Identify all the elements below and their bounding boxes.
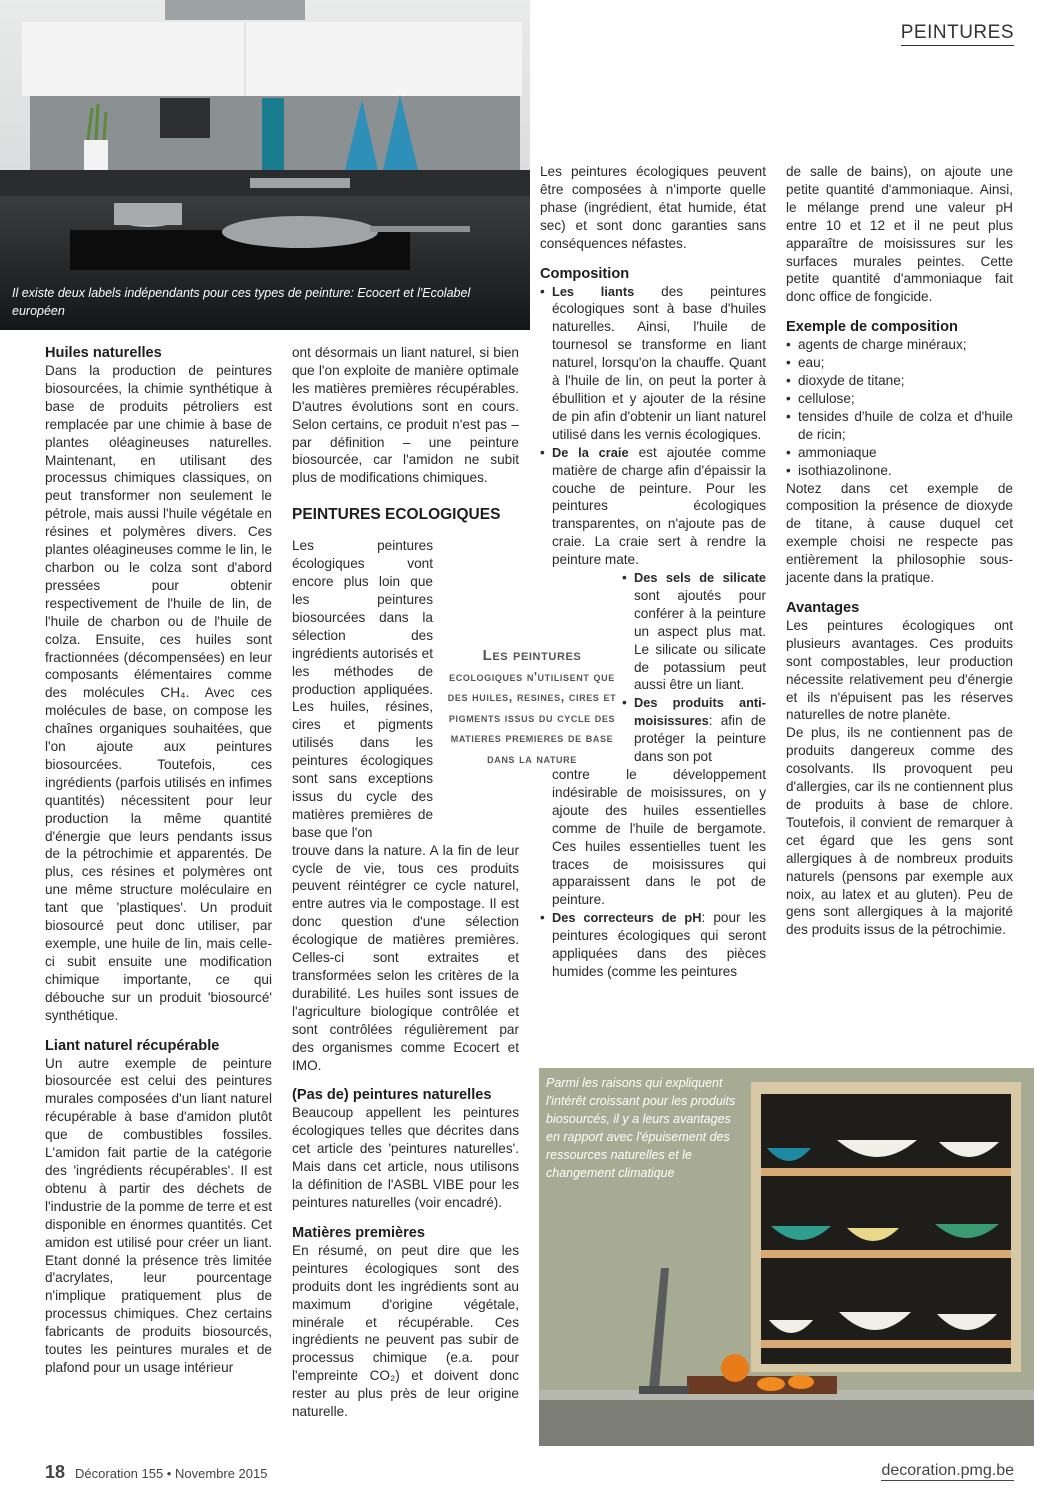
paragraph: ont désormais un liant naturel, si bien que l'on exploite de manière optimale les matières premières récupérables. D'autres évolutions sont en cours. Selon certains, ce produit n'est pas – par définition – une peinture biosourcée, car l'amidon ne subit plus de modifications chimiques.	[292, 345, 519, 486]
footer-left	[45, 1462, 267, 1483]
composition-list-continued	[540, 909, 766, 981]
list-item: • cellulose;	[786, 390, 1013, 408]
paragraph: Notez dans cet exemple de composition la présence de dioxyde de titane, à cause duquel cet exemple choisi ne respecte pas entièrement la philosophie sous-jacente dans la pratique.	[786, 480, 1013, 586]
composition-list	[540, 283, 766, 766]
ingredient-list	[786, 336, 1013, 479]
paragraph: Beaucoup appellent les peintures écologiques telles que décrites dans cet article des 'peintures naturelles'. Mais dans cet article, nous utilisons la définition de l'ASBL VIBE pour les peintures naturelles (voir encadré).	[292, 1105, 519, 1210]
list-item: • Des correcteurs de pH: pour les peintures écologiques qui seront appliquées dans des pièces humides (comme les peintures	[540, 909, 766, 981]
heading-avantages: Avantages	[786, 599, 860, 616]
kitchen-photo	[0, 0, 530, 330]
heading-exemple-de-composition: Exemple de composition	[786, 319, 958, 336]
pull-quote-text: ecologiques n'utilisent que des huiles, resines, cires et pigments issus du cycle des matieres premieres de base dans la nature	[447, 669, 617, 766]
page-number: 18	[45, 1462, 66, 1482]
list-item: • Des produits anti-moisissures: afin de protéger la peinture dans son pot	[622, 694, 766, 766]
heading-composition: Composition	[540, 265, 630, 282]
kitchen-photo-caption: Il existe deux labels indépendants pour ces types de peinture: Ecocert et l'Ecolabel européen	[12, 286, 471, 318]
paragraph: Les peintures écologiques vont encore plus loin que les peintures biosourcées dans la sélection des ingrédients autorisés et les méthodes de production appliquées. Les huiles, résines, cires et pigments utilisés dans les peintures écologiques sont sans exceptions issus du cycle des matières premières de base que l'on	[292, 538, 433, 840]
paragraph: de salle de bains), on ajoute une petite quantité d'ammoniaque. Ainsi, le mélange prend une valeur pH entre 10 et 12 et il ne peut plus apparaître de moisissures sur les surfaces murales peintes. Cette petite quantité d'ammoniaque fait donc office de fongicide.	[786, 164, 1013, 305]
paragraph: Un autre exemple de peinture biosourcée est celui des peintures murales composées d'un liant naturel récupérable à base d'amidon plutôt que de combustibles fossiles. L'amidon fait partie de la catégorie des 'ingrédients récupérables'. Il est obtenu à partir des déchets de l'industrie de la pomme de terre et est disponible en énormes quantités. Cet amidon est utilisé pour créer un liant. Etant donné la présence très limitée d'acrylates, leur pourcentage n'implique pratiquement plus de processus chimiques. Chez certains fabricants de produits biosourcés, toutes les peintures murales et de plafond pour un usage intérieur	[45, 1055, 273, 1375]
paragraph: En résumé, on peut dire que les peintures écologiques sont des produits dont les ingrédients sont au maximum d'origine végétale, minérale et récupérable. Ces ingrédients ne peuvent pas subir de processus chimique (e.a. pour l'empreinte CO₂) et doivent donc rester au plus près de leur origine naturelle.	[292, 1242, 519, 1420]
paragraph: Dans la production de peintures biosourcées, la chimie synthétique à base de produits pétroliers est remplacée par une chimie à base de plantes oléagineuses naturelles. Maintenant, en utilisant des processus chimiques classiques, on peut transformer non seulement le pétrole, mais aussi l'huile végétale en résines et polymères divers. Ces plantes oléagineuses comme le lin, le charbon ou le colza sont d'abord pressées pour obtenir respectivement de l'huile de lin, de l'huile de charbon ou de l'huile de colza. Ensuite, ces huiles sont fractionnées (décompensées) en leur composants élémentaires comme des molécules CH₄. Avec ces molécules de base, on compose les chaînes organiques souhaitées, que l'on ajoute aux peintures biosourcées. Toutefois, ces ingrédients (parfois utilisés en infimes quantités) nécessitent pour leur production la même quantité d'énergie que leurs pendants issus de la pétrochimie et apparentés. De plus, ces résines et polymères ont une même structure moléculaire en tant que 'plastiques'. Un produit biosourcé peut donc utiliser, par exemple, une huile de lin, mais celle-ci subit ensuite une modification chimique importante, ce qui débouche sur un produit 'biosourcé' synthétique.	[45, 363, 272, 1023]
paragraph: De plus, ils ne contiennent pas de produits dangereux comme des cosolvants. Ils provoquent peu d'allergies, car ils ne contiennent plus de produits à base de chlore. Toutefois, il convient de remarquer à cet égard que les gens sont allergiques à de nombreux produits naturels (pensons par exemple aux noix, au latex et au gluten). Peu de gens sont allergiques à la majorité des produits issus de la pétrochimie.	[786, 725, 1013, 938]
list-item: • isothiazolinone.	[786, 462, 1013, 480]
paragraph: Les peintures écologiques peuvent être composées à n'importe quelle phase (ingrédient, état humide, état sec) et sont donc garanties sans conséquences néfastes.	[540, 164, 766, 251]
paragraph: trouve dans la nature. A la fin de leur cycle de vie, tous ces produits peuvent réintégrer ce cycle naturel, entre autres via le compostage. Il est donc question d'une sélection écologique de matières premières. Celles-ci sont extraites et transformées selon les critères de la durabilité. Les huiles sont issues de l'agriculture biologique contrôlée et sont contrôlées régulièrement par des organismes comme Ecocert et IMO.	[292, 842, 519, 1073]
list-item: • Des sels de silicate sont ajoutés pour conférer à la peinture un aspect plus mat. Le silicate ou silicate de potassium peut aussi être un liant.	[622, 569, 766, 694]
issue-info: Décoration 155 • Novembre 2015	[75, 1466, 268, 1481]
shelves-photo-caption: Parmi les raisons qui expliquent l'intérêt croissant pour les produits biosourcés, il y a leurs avantages en rapport avec l'épuisement des ressources naturelles et le changement climatique	[546, 1076, 736, 1180]
list-item: • dioxyde de titane;	[786, 372, 1013, 390]
kitchen-illustration	[0, 0, 530, 330]
heading-peintures-ecologiques: PEINTURES ECOLOGIQUES	[292, 506, 501, 524]
list-item: • tensides d'huile de colza et d'huile de ricin;	[786, 408, 1013, 444]
list-item: • ammoniaque	[786, 444, 1013, 462]
section-label: PEINTURES	[901, 22, 1014, 46]
heading-liant-naturel: Liant naturel récupérable	[45, 1037, 220, 1054]
paragraph: contre le développement indésirable de moisissures, on y ajoute des huiles essentielles comme de l'huile de bergamote. Ces huiles essentielles tuent les traces de moisissures qui apparaissent dans le pot de peinture.	[552, 767, 766, 908]
column-2	[292, 344, 519, 1421]
column-1	[45, 344, 272, 1377]
heading-huiles-naturelles: Huiles naturelles	[45, 345, 162, 361]
list-item: • De la craie est ajoutée comme matière de charge afin d'épaissir la couche de peinture. Pour les peintures écologiques transparentes, on n'ajoute pas de craie. La craie sert à rendre la peinture mate.	[540, 444, 766, 569]
column-3	[540, 163, 766, 981]
heading-matieres-premieres: Matières premières	[292, 1224, 426, 1241]
pull-quote-lead: Les peintures	[482, 647, 582, 664]
list-item: • agents de charge minéraux;	[786, 336, 1013, 354]
list-item: • Les liants des peintures écologiques sont à base d'huiles naturelles. Ainsi, l'huile de tournesol se transforme en liant naturel, lorsqu'on la chauffe. Quant à l'huile de lin, on peut la porter à ébullition et y ajouter de la résine de pin afin d'obtenir un liant naturel utilisé dans les vernis écologiques.	[540, 283, 766, 444]
column-4	[786, 163, 1013, 939]
website-link[interactable]: decoration.pmg.be	[881, 1462, 1014, 1479]
list-item: • eau;	[786, 354, 1013, 372]
heading-pas-de-peintures-naturelles: (Pas de) peintures naturelles	[292, 1087, 492, 1104]
paragraph: Les peintures écologiques ont plusieurs avantages. Ces produits sont compostables, leur production nécessite relativement peu d'énergie et ils n'épuisent pas les réserves naturelles de notre planète.	[786, 617, 1013, 723]
